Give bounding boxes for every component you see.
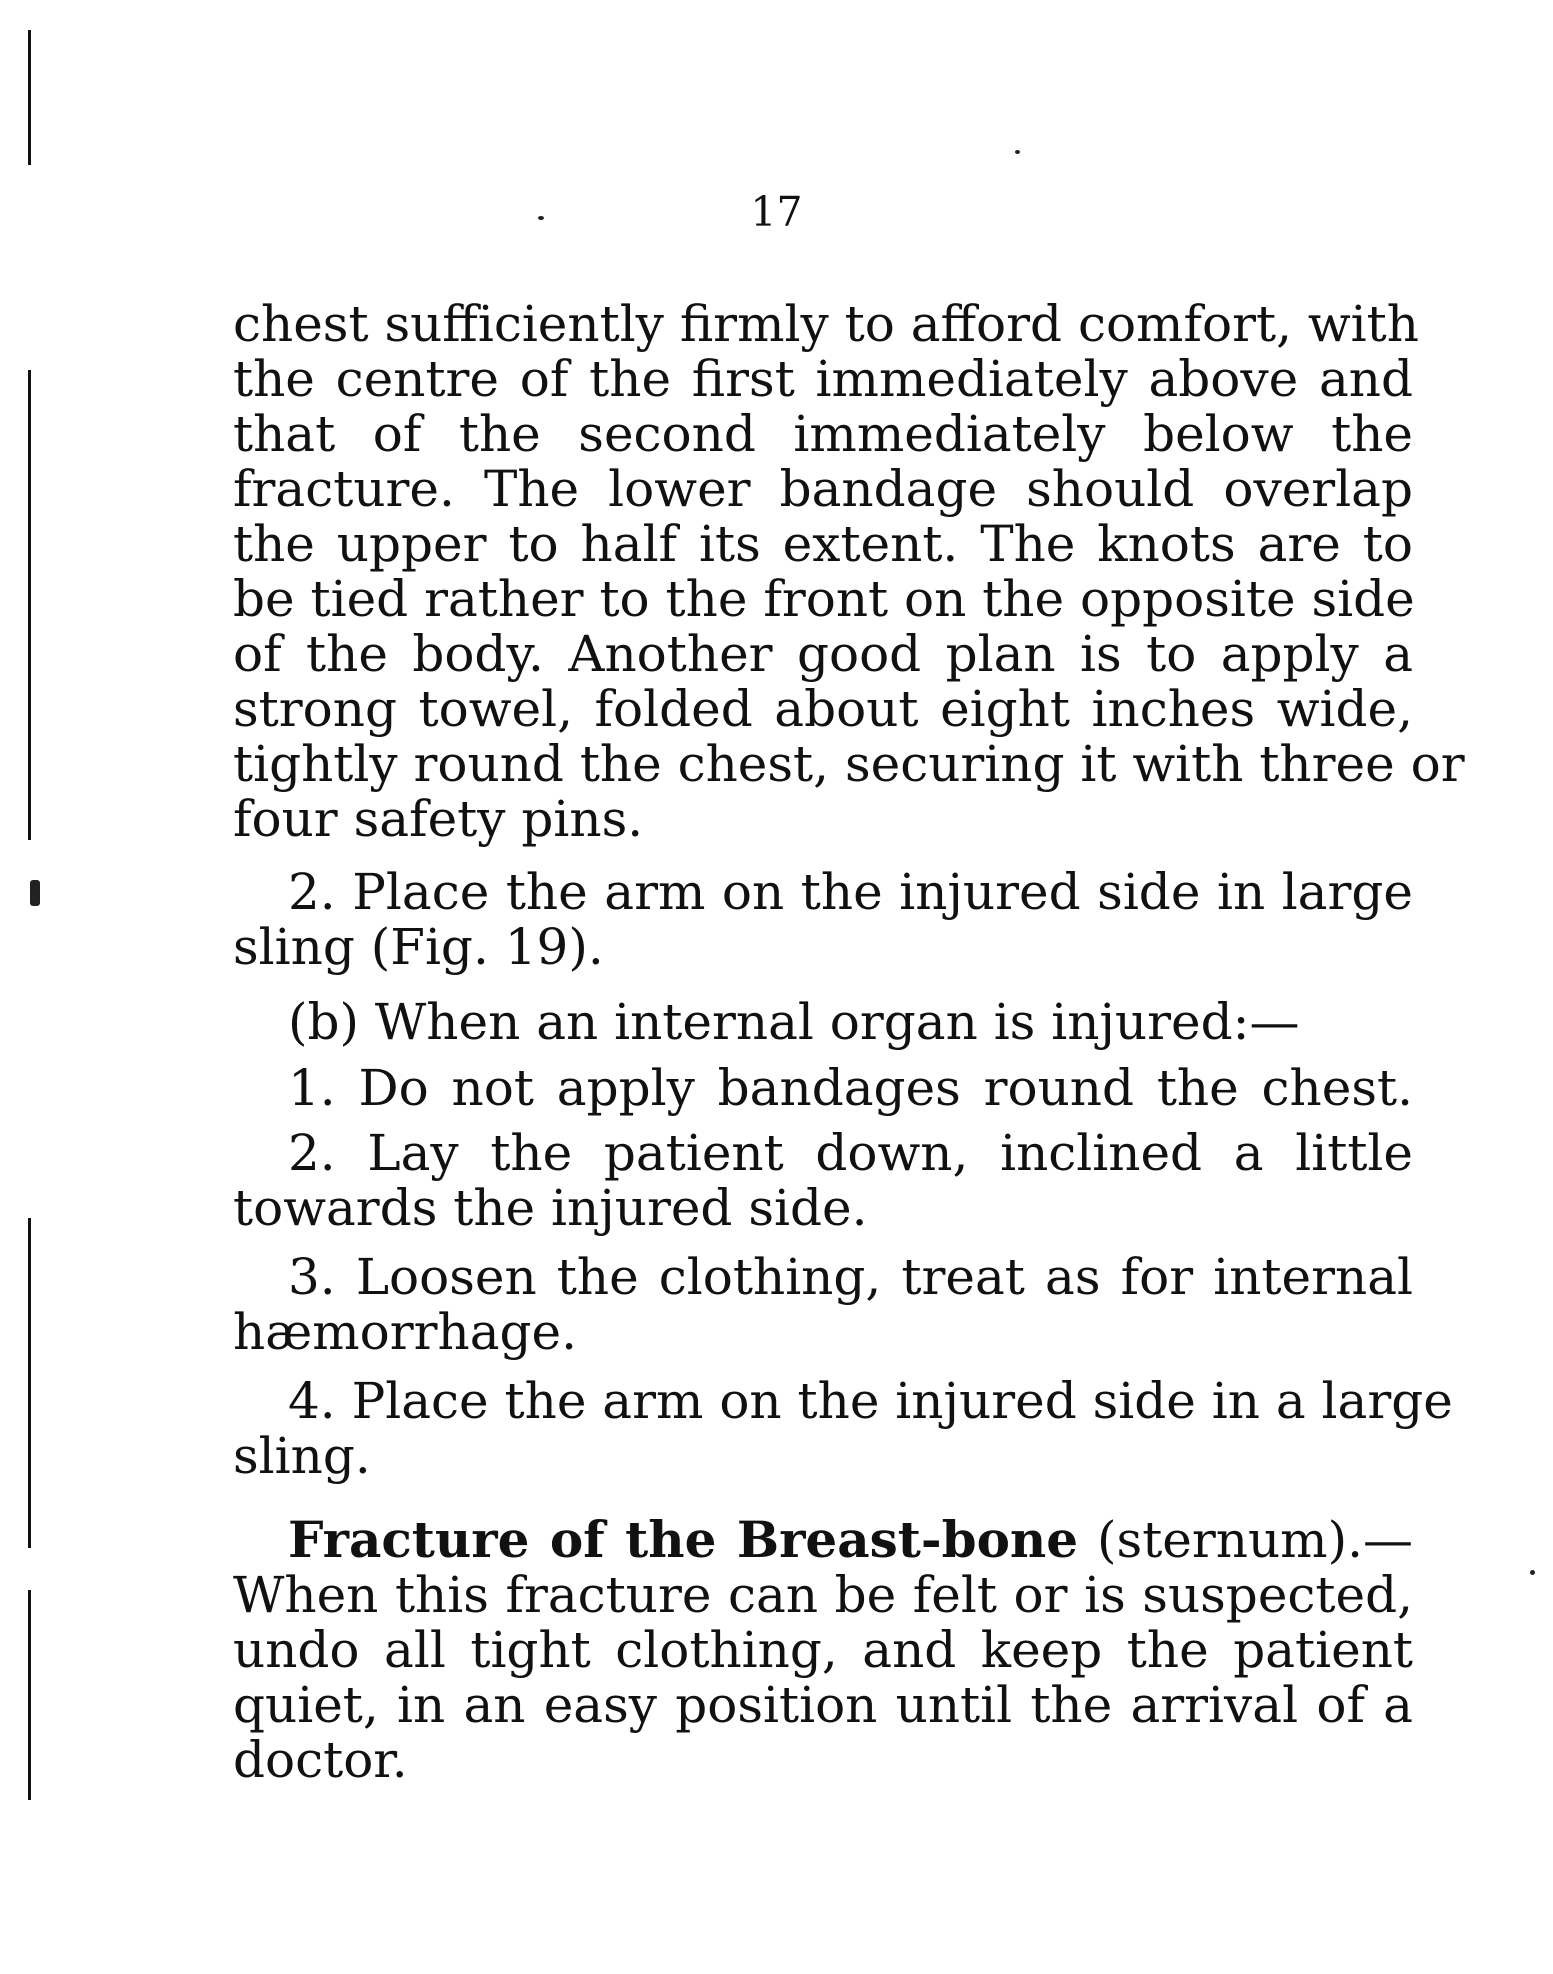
text-line: towards the injured side. [233,1179,868,1237]
section-b-heading [233,995,1413,1050]
text-line: undo all tight clothing, and keep the patient [233,1621,1413,1679]
text-line: 2. Place the arm on the injured side in large [288,863,1413,921]
text-line: doctor. [233,1731,408,1789]
page-number: 17 [750,188,803,236]
text-line: hæmorrhage. [233,1303,578,1361]
text-line: the centre of the first immediately above and [233,350,1413,408]
text-line: four safety pins. [233,790,644,848]
text-line: tightly round the chest, securing it with three or [233,735,1465,793]
text-line: that of the second immediately below the [233,405,1413,463]
text-line: quiet, in an easy position until the arrival of a [233,1676,1413,1734]
paragraph-intro [233,295,1465,848]
list-item [233,1372,1453,1485]
text-line: be tied rather to the front on the opposite side [233,570,1415,628]
text-line: When this fracture can be felt or is suspected, [233,1566,1413,1624]
margin-rule-upper [28,370,31,840]
text-line: (b) When an internal organ is injured:— [288,993,1300,1051]
text-line: the upper to half its extent. The knots are to [233,515,1413,573]
text-line: strong towel, folded about eight inches wide, [233,680,1413,738]
list-item [233,1250,1413,1360]
scan-speck [1530,1570,1535,1575]
scan-speck [1015,150,1020,154]
scan-speck [30,880,40,906]
text-line: fracture. The lower bandage should overlap [233,460,1413,518]
text-line: 4. Place the arm on the injured side in a large [288,1372,1453,1430]
section-heading: Fracture of the Breast-bone [288,1510,1079,1569]
text-line: sling (Fig. 19). [233,918,604,976]
list-item [233,865,1413,975]
text-line: chest sufficiently firmly to afford comfort, with [233,295,1419,353]
margin-rule-top [28,30,31,165]
text-line: sling. [233,1427,371,1485]
list-item [233,1061,1413,1116]
margin-rule-bottom [28,1590,31,1800]
list-item [233,1126,1413,1236]
section-heading-tail: (sternum).— [1078,1511,1413,1569]
text-line: of the body. Another good plan is to apply a [233,625,1413,683]
text-line: 3. Loosen the clothing, treat as for internal [288,1248,1413,1306]
text-line: 1. Do not apply bandages round the chest. [288,1059,1413,1117]
paragraph-fracture-breast-bone [233,1512,1413,1788]
text-line [233,1512,1413,1568]
text-line: 2. Lay the patient down, inclined a little [288,1124,1413,1182]
margin-rule-lower [28,1218,31,1548]
